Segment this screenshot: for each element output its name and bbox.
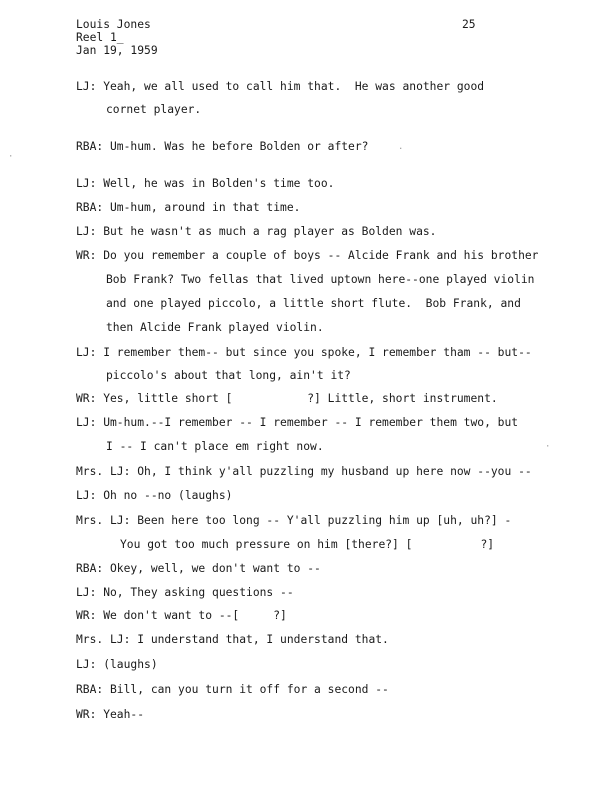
transcript-line: LJ: I remember them-- but since you spoke, I remember tham -- but--: [76, 346, 532, 359]
transcript-line: and one played piccolo, a little short flute. Bob Frank, and: [106, 297, 521, 310]
transcript-line: RBA: Okey, well, we don't want to --: [76, 562, 321, 575]
transcript-line: WR: Yes, little short [ ?] Little, short instrument.: [76, 392, 498, 405]
transcript-line: LJ: Yeah, we all used to call him that. He was another good: [76, 80, 485, 93]
interviewee-name: Louis Jones: [76, 18, 151, 31]
transcript-line: LJ: But he wasn't as much a rag player as Bolden was.: [76, 225, 437, 238]
transcript-line: LJ: Oh no --no (laughs): [76, 489, 233, 502]
transcript-line: Mrs. LJ: Been here too long -- Y'all puzzling him up [uh, uh?] -: [76, 514, 512, 527]
transcript-line: piccolo's about that long, ain't it?: [106, 369, 351, 382]
reel-label: Reel 1_: [76, 31, 124, 44]
transcript-line: LJ: No, They asking questions --: [76, 586, 294, 599]
interview-date: Jan 19, 1959: [76, 44, 158, 57]
page-number: 25: [462, 18, 476, 31]
transcript-line: WR: Do you remember a couple of boys -- Alcide Frank and his brother: [76, 249, 539, 262]
transcript-line: Mrs. LJ: Oh, I think y'all puzzling my husband up here now --you --: [76, 465, 532, 478]
scan-speck: ·: [545, 442, 551, 452]
transcript-line: LJ: Um-hum.--I remember -- I remember -- I remember them two, but: [76, 416, 519, 429]
transcript-line: RBA: Um-hum, around in that time.: [76, 201, 301, 214]
transcript-line: LJ: (laughs): [76, 658, 158, 671]
transcript-line: LJ: Well, he was in Bolden's time too.: [76, 177, 335, 190]
transcript-line: Mrs. LJ: I understand that, I understand that.: [76, 633, 389, 646]
transcript-line: WR: We don't want to --[ ?]: [76, 609, 287, 622]
scan-speck: ·: [8, 152, 14, 162]
transcript-line: RBA: Bill, can you turn it off for a second --: [76, 683, 389, 696]
scan-speck: .: [398, 142, 404, 152]
transcript-line: I -- I can't place em right now.: [106, 440, 324, 453]
transcript-line: WR: Yeah--: [76, 708, 145, 721]
transcript-line: then Alcide Frank played violin.: [106, 321, 324, 334]
transcript-line: You got too much pressure on him [there?] [ ?]: [120, 538, 495, 551]
transcript-line: RBA: Um-hum. Was he before Bolden or after?: [76, 140, 369, 153]
transcript-line: Bob Frank? Two fellas that lived uptown here--one played violin: [106, 273, 535, 286]
transcript-line: cornet player.: [106, 103, 202, 116]
